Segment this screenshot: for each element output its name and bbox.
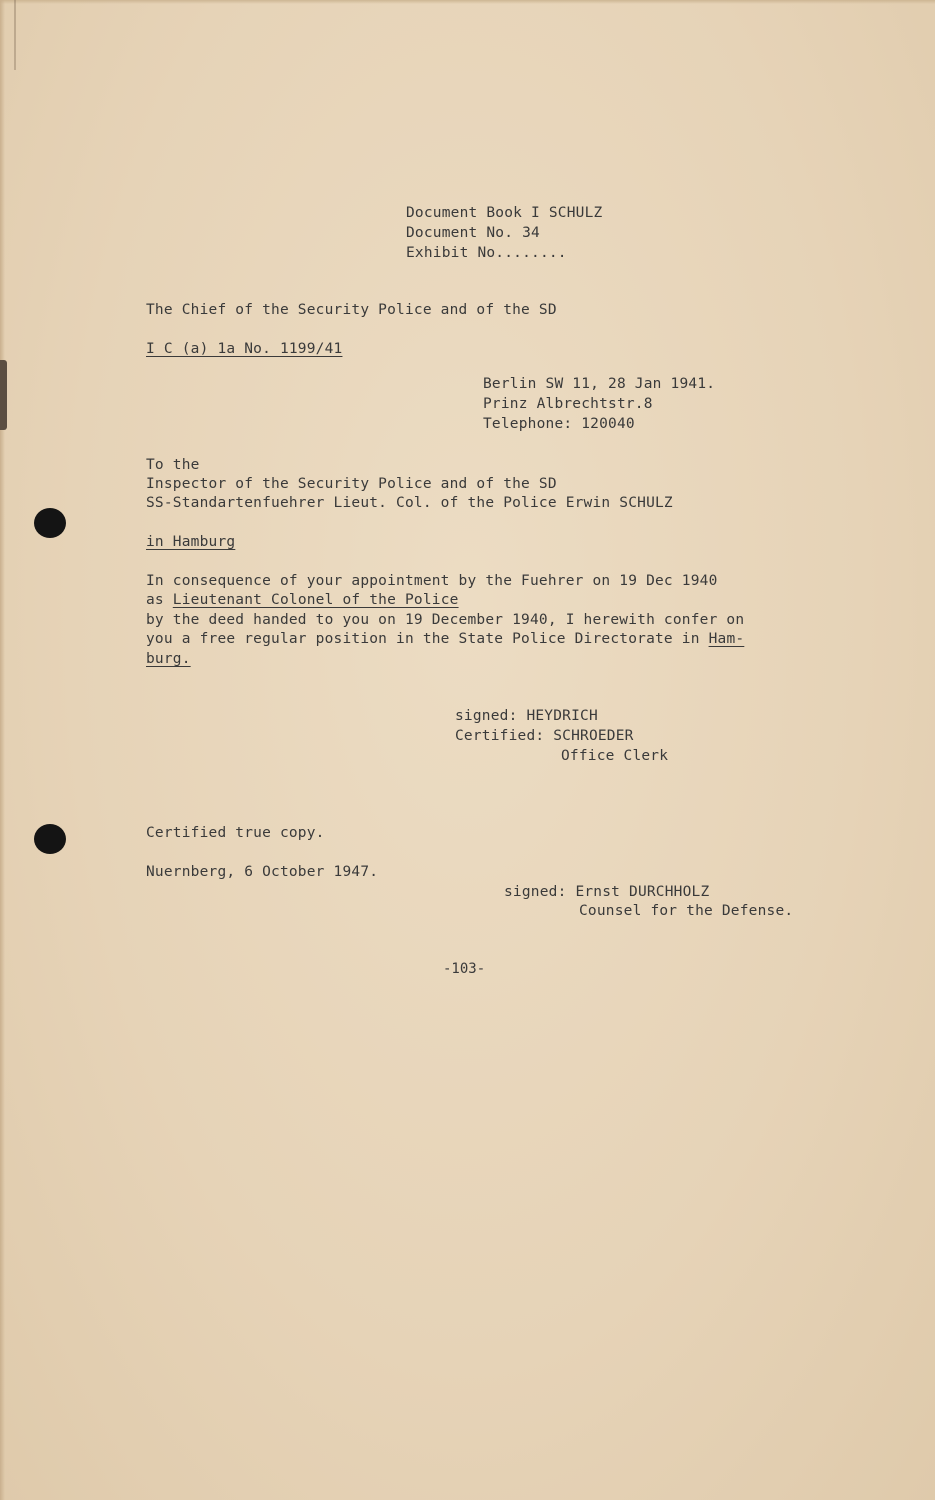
recipient-salutation: To the — [146, 457, 200, 473]
reference-number: I C (a) 1a No. 1199/41 — [146, 341, 343, 357]
certified-true-copy: Certified true copy. — [146, 825, 325, 841]
recipient-title: Inspector of the Security Police and of the SD — [146, 476, 557, 492]
address-street: Prinz Albrechtstr.8 — [483, 396, 653, 412]
signed-heydrich: signed: HEYDRICH — [455, 708, 598, 724]
body-line-3: by the deed handed to you on 19 December 1940, I herewith confer on — [146, 612, 745, 628]
page-number: -103- — [443, 961, 486, 977]
body-line-1: In consequence of your appointment by the Fuehrer on 19 Dec 1940 — [146, 573, 718, 589]
body-line-4 — [146, 630, 744, 649]
document-number-label: Document No. 34 — [406, 225, 540, 241]
office-clerk-label: Office Clerk — [561, 748, 669, 764]
body-city-underlined-part2: burg. — [146, 651, 191, 667]
binder-clip-mark — [0, 360, 7, 430]
page-top-edge — [0, 0, 935, 4]
recipient-name: SS-Standartenfuehrer Lieut. Col. of the Police Erwin SCHULZ — [146, 495, 673, 511]
signed-durchholz: signed: Ernst DURCHHOLZ — [504, 884, 710, 900]
punch-hole-top — [34, 508, 66, 538]
fold-mark — [14, 0, 16, 70]
body-line-2 — [146, 591, 459, 610]
address-city-date: Berlin SW 11, 28 Jan 1941. — [483, 376, 716, 392]
body-rank-underlined: Lieutenant Colonel of the Police — [172, 592, 459, 608]
place-and-date: Nuernberg, 6 October 1947. — [146, 864, 379, 880]
page-left-edge — [0, 0, 5, 1500]
body-line-4-prefix: you a free regular position in the State Police Directorate in — [146, 631, 709, 647]
document-book-label: Document Book I SCHULZ — [406, 205, 603, 221]
body-line-2-prefix: as — [146, 592, 173, 608]
recipient-location: in Hamburg — [146, 534, 236, 550]
exhibit-number-label: Exhibit No........ — [406, 245, 567, 261]
counsel-role: Counsel for the Defense. — [579, 903, 794, 919]
certified-schroeder: Certified: SCHROEDER — [455, 728, 634, 744]
sender-line: The Chief of the Security Police and of the SD — [146, 302, 557, 318]
body-city-underlined-part1: Ham- — [708, 631, 745, 647]
address-telephone: Telephone: 120040 — [483, 416, 635, 432]
punch-hole-bottom — [34, 824, 66, 854]
